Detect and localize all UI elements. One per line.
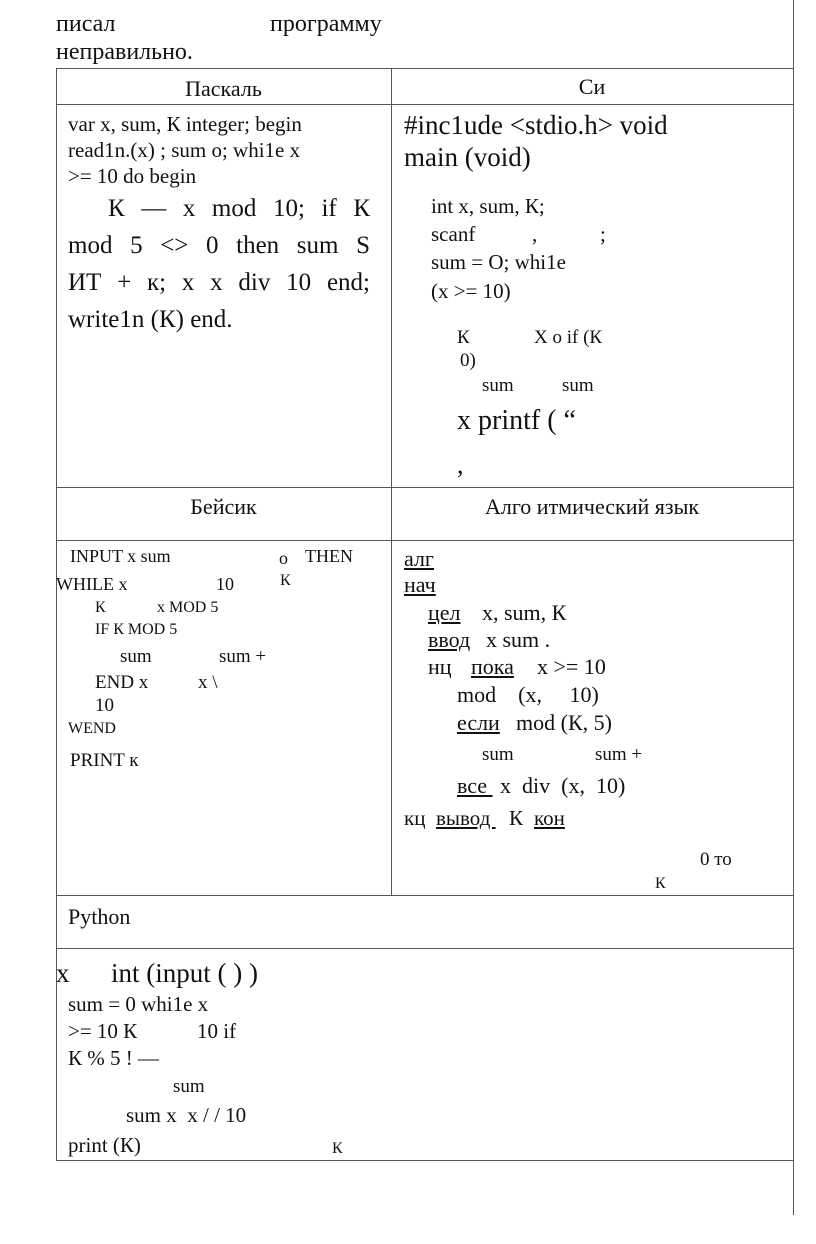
- row-divider: [56, 948, 793, 949]
- intro-word: писал: [56, 11, 116, 37]
- basic-code-token: WHILE x: [56, 574, 128, 594]
- python-code-token: print (К): [68, 1133, 141, 1157]
- basic-code-token: THEN: [305, 546, 353, 566]
- algo-keyword: ввод: [428, 627, 471, 652]
- algo-keyword: вывод: [436, 806, 496, 830]
- basic-code-token: К: [95, 599, 106, 616]
- pascal-code-line: ИТ + к; x x div 10 end;: [68, 269, 370, 296]
- algo-keyword: кон: [534, 806, 565, 830]
- python-code-token: К: [332, 1140, 343, 1157]
- basic-code-token: К: [280, 572, 291, 589]
- python-code-line: sum = 0 whi1e x: [68, 992, 209, 1016]
- c-code-token: ,: [532, 222, 538, 246]
- row-divider: [56, 540, 793, 541]
- algo-keyword: цел: [428, 600, 461, 625]
- python-code-token: >= 10 К: [68, 1019, 138, 1043]
- c-code-token: X o if (К: [534, 327, 603, 348]
- basic-code-line: IF К MOD 5: [95, 621, 178, 638]
- table-bottom-border: [56, 1160, 793, 1161]
- table-left-border: [56, 68, 57, 1160]
- algo-code-token: К: [509, 806, 524, 830]
- basic-code-line: WEND: [68, 720, 116, 737]
- header-python: Python: [68, 904, 131, 929]
- algo-code-token: sum +: [595, 744, 643, 765]
- algo-keyword: пока: [471, 654, 514, 679]
- header-c: Си: [578, 74, 606, 99]
- python-code-token: int (input ( ) ): [111, 958, 258, 988]
- intro-word: программу: [270, 11, 382, 37]
- pascal-code-line: >= 10 do begin: [68, 164, 197, 188]
- c-code-line: #inc1ude <stdio.h> void: [404, 110, 668, 140]
- python-code-token: x: [56, 958, 70, 988]
- header-algo: Алго итмический язык: [484, 494, 700, 519]
- algo-keyword: все: [457, 773, 493, 798]
- c-code-line: main (void): [404, 142, 531, 172]
- row-divider: [56, 895, 793, 896]
- c-code-token: ,: [457, 450, 464, 479]
- column-divider: [391, 68, 392, 895]
- c-code-line: sum = O; whi1e: [431, 250, 566, 274]
- pascal-code-line: read1n.(x) ; sum o; whi1e x: [68, 138, 301, 162]
- c-code-line: (x >= 10): [431, 279, 511, 303]
- header-pascal: Паскаль: [185, 76, 262, 101]
- python-code-token: 10 if: [197, 1019, 237, 1043]
- algo-code-token: К: [655, 875, 666, 892]
- python-code-line: sum: [173, 1076, 205, 1097]
- row-divider: [56, 104, 793, 105]
- python-code-line: К % 5 ! —: [68, 1046, 159, 1070]
- python-code-line: sum x x / / 10: [126, 1103, 247, 1127]
- c-code-token: ;: [600, 222, 606, 246]
- table-right-border: [793, 0, 794, 1215]
- c-code-line: x printf ( “: [457, 405, 576, 436]
- c-code-line: 0): [460, 350, 476, 371]
- algo-keyword: кц: [404, 806, 426, 830]
- basic-code-token: x MOD 5: [157, 599, 219, 616]
- basic-code-line: 10: [95, 695, 114, 716]
- basic-code-token: o: [279, 548, 288, 568]
- basic-code-token: INPUT x sum: [70, 546, 171, 566]
- basic-code-token: x \: [198, 672, 218, 693]
- c-code-token: К: [457, 327, 470, 348]
- pascal-code-line: mod 5 <> 0 then sum S: [68, 232, 370, 259]
- algo-code-text: mod (К, 5): [516, 710, 612, 735]
- pascal-code-line: К — x mod 10; if К: [108, 195, 370, 222]
- c-code-token: sum: [482, 375, 514, 396]
- table-top-border: [56, 68, 793, 69]
- algo-code-text: x >= 10: [537, 654, 606, 679]
- algo-code-text: x, sum, К: [482, 600, 567, 625]
- algo-keyword: нач: [404, 572, 436, 597]
- basic-code-line: PRINT к: [70, 750, 139, 771]
- basic-code-token: sum +: [219, 646, 267, 667]
- algo-code-token: 0 то: [700, 849, 732, 870]
- algo-code-text: x sum .: [486, 627, 551, 652]
- basic-code-token: 10: [216, 574, 234, 594]
- header-basic: Бейсик: [190, 494, 257, 519]
- algo-code-token: sum: [482, 744, 514, 765]
- algo-code-text: x div (x, 10): [500, 773, 626, 798]
- algo-keyword: алг: [404, 546, 434, 571]
- c-code-token: sum: [562, 375, 594, 396]
- algo-keyword: нц: [428, 654, 452, 679]
- basic-code-token: sum: [120, 646, 152, 667]
- basic-code-token: END x: [95, 672, 149, 693]
- algo-keyword: если: [457, 710, 500, 735]
- c-code-token: scanf: [431, 222, 476, 246]
- pascal-code-line: var x, sum, К integer; begin: [68, 112, 302, 136]
- intro-line: неправильно.: [56, 39, 193, 65]
- row-divider: [56, 487, 793, 488]
- algo-code-text: mod (x, 10): [457, 682, 599, 707]
- pascal-code-line: write1n (К) end.: [68, 306, 233, 333]
- c-code-line: int x, sum, К;: [431, 194, 545, 218]
